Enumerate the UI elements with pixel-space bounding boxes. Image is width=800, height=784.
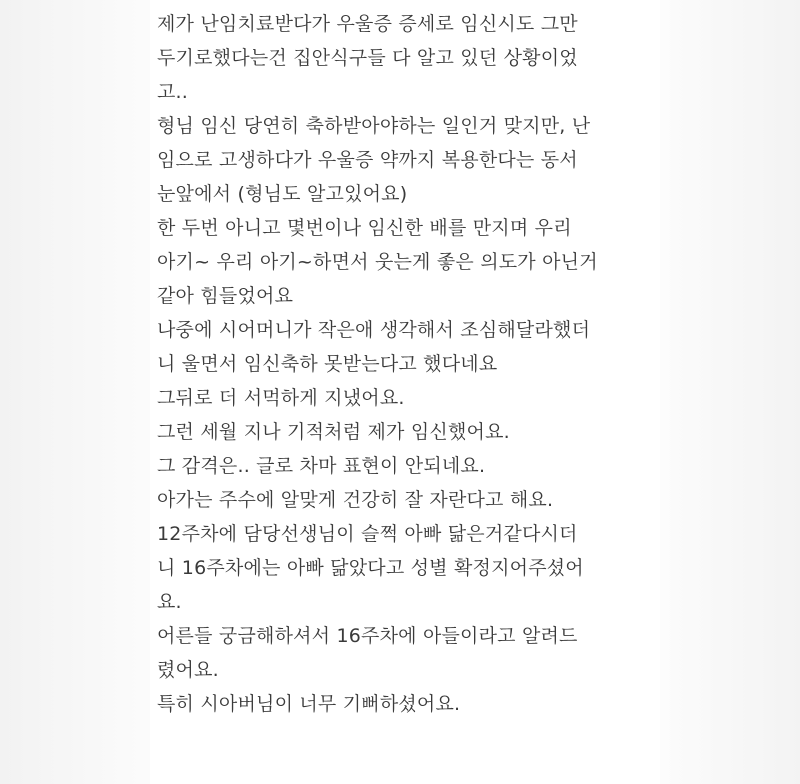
- text-line: 한 두번 아니고 몇번이나 임신한 배를 만지며 우리: [157, 217, 572, 239]
- text-line: 12주차에 담당선생님이 슬쩍 아빠 닮은거같다시더: [157, 523, 578, 545]
- text-line: 렸어요.: [157, 659, 219, 681]
- text-line: 그뒤로 더 서먹하게 지냈어요.: [157, 387, 405, 409]
- post-body: [157, 7, 657, 721]
- text-line: 어른들 궁금해하셔서 16주차에 아들이라고 알려드: [157, 625, 578, 647]
- text-line: 니 16주차에는 아빠 닮았다고 성별 확정지어주셨어: [157, 557, 584, 579]
- text-line: 고..: [157, 81, 189, 103]
- text-line: 나중에 시어머니가 작은애 생각해서 조심해달라했더: [157, 319, 591, 341]
- text-line: 임으로 고생하다가 우울증 약까지 복용한다는 동서: [157, 149, 578, 171]
- text-line: 두기로했다는건 집안식구들 다 알고 있던 상황이었: [157, 47, 578, 69]
- text-line: 같아 힘들었어요: [157, 285, 294, 307]
- text-line: 제가 난임치료받다가 우울증 증세로 임신시도 그만: [157, 13, 578, 35]
- text-line: 그 감격은.. 글로 차마 표현이 안되네요.: [157, 455, 486, 477]
- text-line: 아기~ 우리 아기~하면서 웃는게 좋은 의도가 아닌거: [157, 251, 598, 273]
- text-line: 특히 시아버님이 너무 기뻐하셨어요.: [157, 693, 461, 715]
- text-line: 그런 세월 지나 기적처럼 제가 임신했어요.: [157, 421, 510, 443]
- text-line: 아가는 주수에 알맞게 건강히 잘 자란다고 해요.: [157, 489, 554, 511]
- text-line: 형님 임신 당연히 축하받아야하는 일인거 맞지만, 난: [157, 115, 591, 137]
- text-line: 요.: [157, 591, 182, 613]
- text-line: 니 울면서 임신축하 못받는다고 했다네요: [157, 353, 498, 375]
- text-line: 눈앞에서 (형님도 알고있어요): [157, 183, 408, 205]
